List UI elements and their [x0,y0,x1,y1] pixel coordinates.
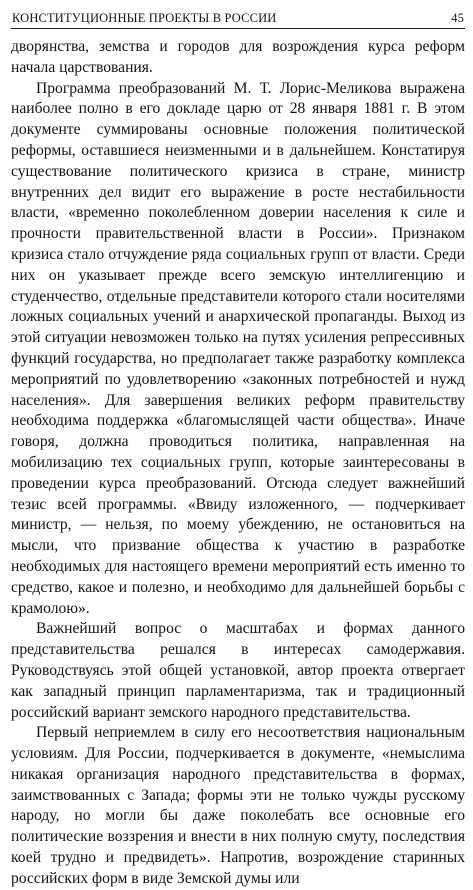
header-rule [11,28,465,29]
running-header [11,0,465,26]
running-title: КОНСТИТУЦИОННЫЕ ПРОЕКТЫ В РОССИИ [12,11,277,25]
body-text [11,37,465,890]
paragraph: Первый неприемлем в силу его несоответствия национальным условиям. Для России, подчеркивается в документе, «немыслима никакая организация народного представительства в формах, заимствованных с Запада; формы эти не только чужды русскому народу, но могли бы даже поколебать все основные его политические воззрения и внести в них полную смуту, последствия коей трудно и предвидеть». Напротив, возрождение старинных российских форм в виде Земской думы или [11,724,465,887]
paragraph: Программа преобразований М. Т. Лорис-Меликова выражена наиболее полно в его докладе царю от 28 января 1881 г. В этом документе суммированы основные положения политической реформы, оставшиеся неизменными и в дальнейшем. Констатируя существование политического кризиса в стране, министр внутренних дел видит его выражение в росте нестабильности власти, «временно поколебленном доверии населения к силе и прочности правительственной власти в России». Признаком кризиса стало отчуждение ряда социальных групп от власти. Среди них он указывает прежде всего земскую интеллигенцию и студенчество, отдельные представители которого стали носителями ложных социальных учений и анархической пропаганды. Выход из этой ситуации невозможен только на путях усиления репрессивных функций государства, но предполагает также разработку комплекса мероприятий по удовлетворению «законных потребностей и нужд населения». Для завершения великих реформ правительству необходима поддержка «благомыслящей части общества». Иначе говоря, должна проводиться политика, направленная на мобилизацию тех социальных групп, которые заинтересованы в проведении курса преобразований. Отсюда следует важнейший тезис всей программы. «Ввиду изложенного, — подчеркивает министр, — нельзя, по моему убеждению, не остановиться на мысли, что призвание общества к участию в разработке необходимых для настоящего времени мероприятий есть именно то средство, какое и полезно, и необходимо для дальнейшей борьбы с крамолою». [11,79,465,617]
paragraph-continued: дворянства, земства и городов для возрождения курса реформ начала царствования. [11,38,465,76]
paragraph: Важнейший вопрос о масштабах и формах данного представительства решался в интересах самодержавия. Руководствуясь этой общей установкой, автор проекта отвергает как западный принцип парламентаризма, так и традиционный российский вариант земского народного представительства. [11,620,465,721]
page-number: 45 [451,11,464,25]
